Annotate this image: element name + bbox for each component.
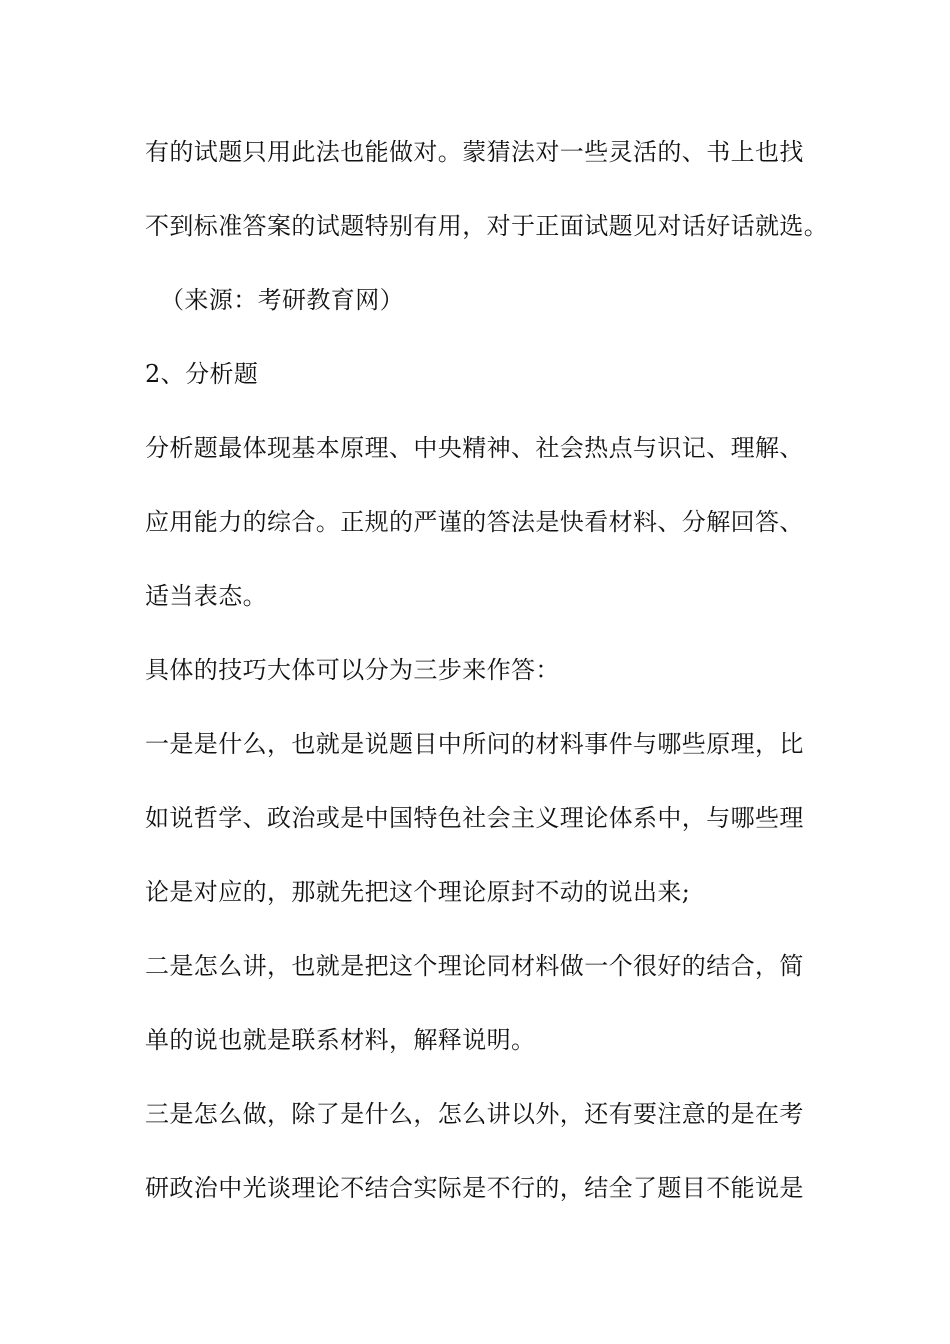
paragraph-line: 应用能力的综合。正规的严谨的答法是快看材料、分解回答、 xyxy=(145,508,804,536)
paragraph-line: 论是对应的，那就先把这个理论原封不动的说出来; xyxy=(145,878,691,906)
paragraph-line: 具体的技巧大体可以分为三步来作答： xyxy=(145,656,560,684)
source-note: （来源：考研教育网） xyxy=(160,286,404,314)
paragraph-line: 适当表态。 xyxy=(145,582,267,610)
paragraph-line: 有的试题只用此法也能做对。蒙猜法对一些灵活的、书上也找 xyxy=(145,138,804,166)
paragraph-line: 单的说也就是联系材料，解释说明。 xyxy=(145,1026,536,1054)
paragraph-line: 二是怎么讲，也就是把这个理论同材料做一个很好的结合，简 xyxy=(145,952,804,980)
paragraph-line: 不到标准答案的试题特别有用，对于正面试题见对话好话就选。 xyxy=(145,212,829,240)
paragraph-line: 研政治中光谈理论不结合实际是不行的，结全了题目不能说是 xyxy=(145,1174,804,1202)
paragraph-line: 一是是什么，也就是说题目中所问的材料事件与哪些原理，比 xyxy=(145,730,804,758)
paragraph-line: 三是怎么做，除了是什么，怎么讲以外，还有要注意的是在考 xyxy=(145,1100,804,1128)
paragraph-line: 分析题最体现基本原理、中央精神、社会热点与识记、理解、 xyxy=(145,434,804,462)
paragraph-line: 如说哲学、政治或是中国特色社会主义理论体系中，与哪些理 xyxy=(145,804,804,832)
section-heading: 2、分析题 xyxy=(145,360,259,388)
